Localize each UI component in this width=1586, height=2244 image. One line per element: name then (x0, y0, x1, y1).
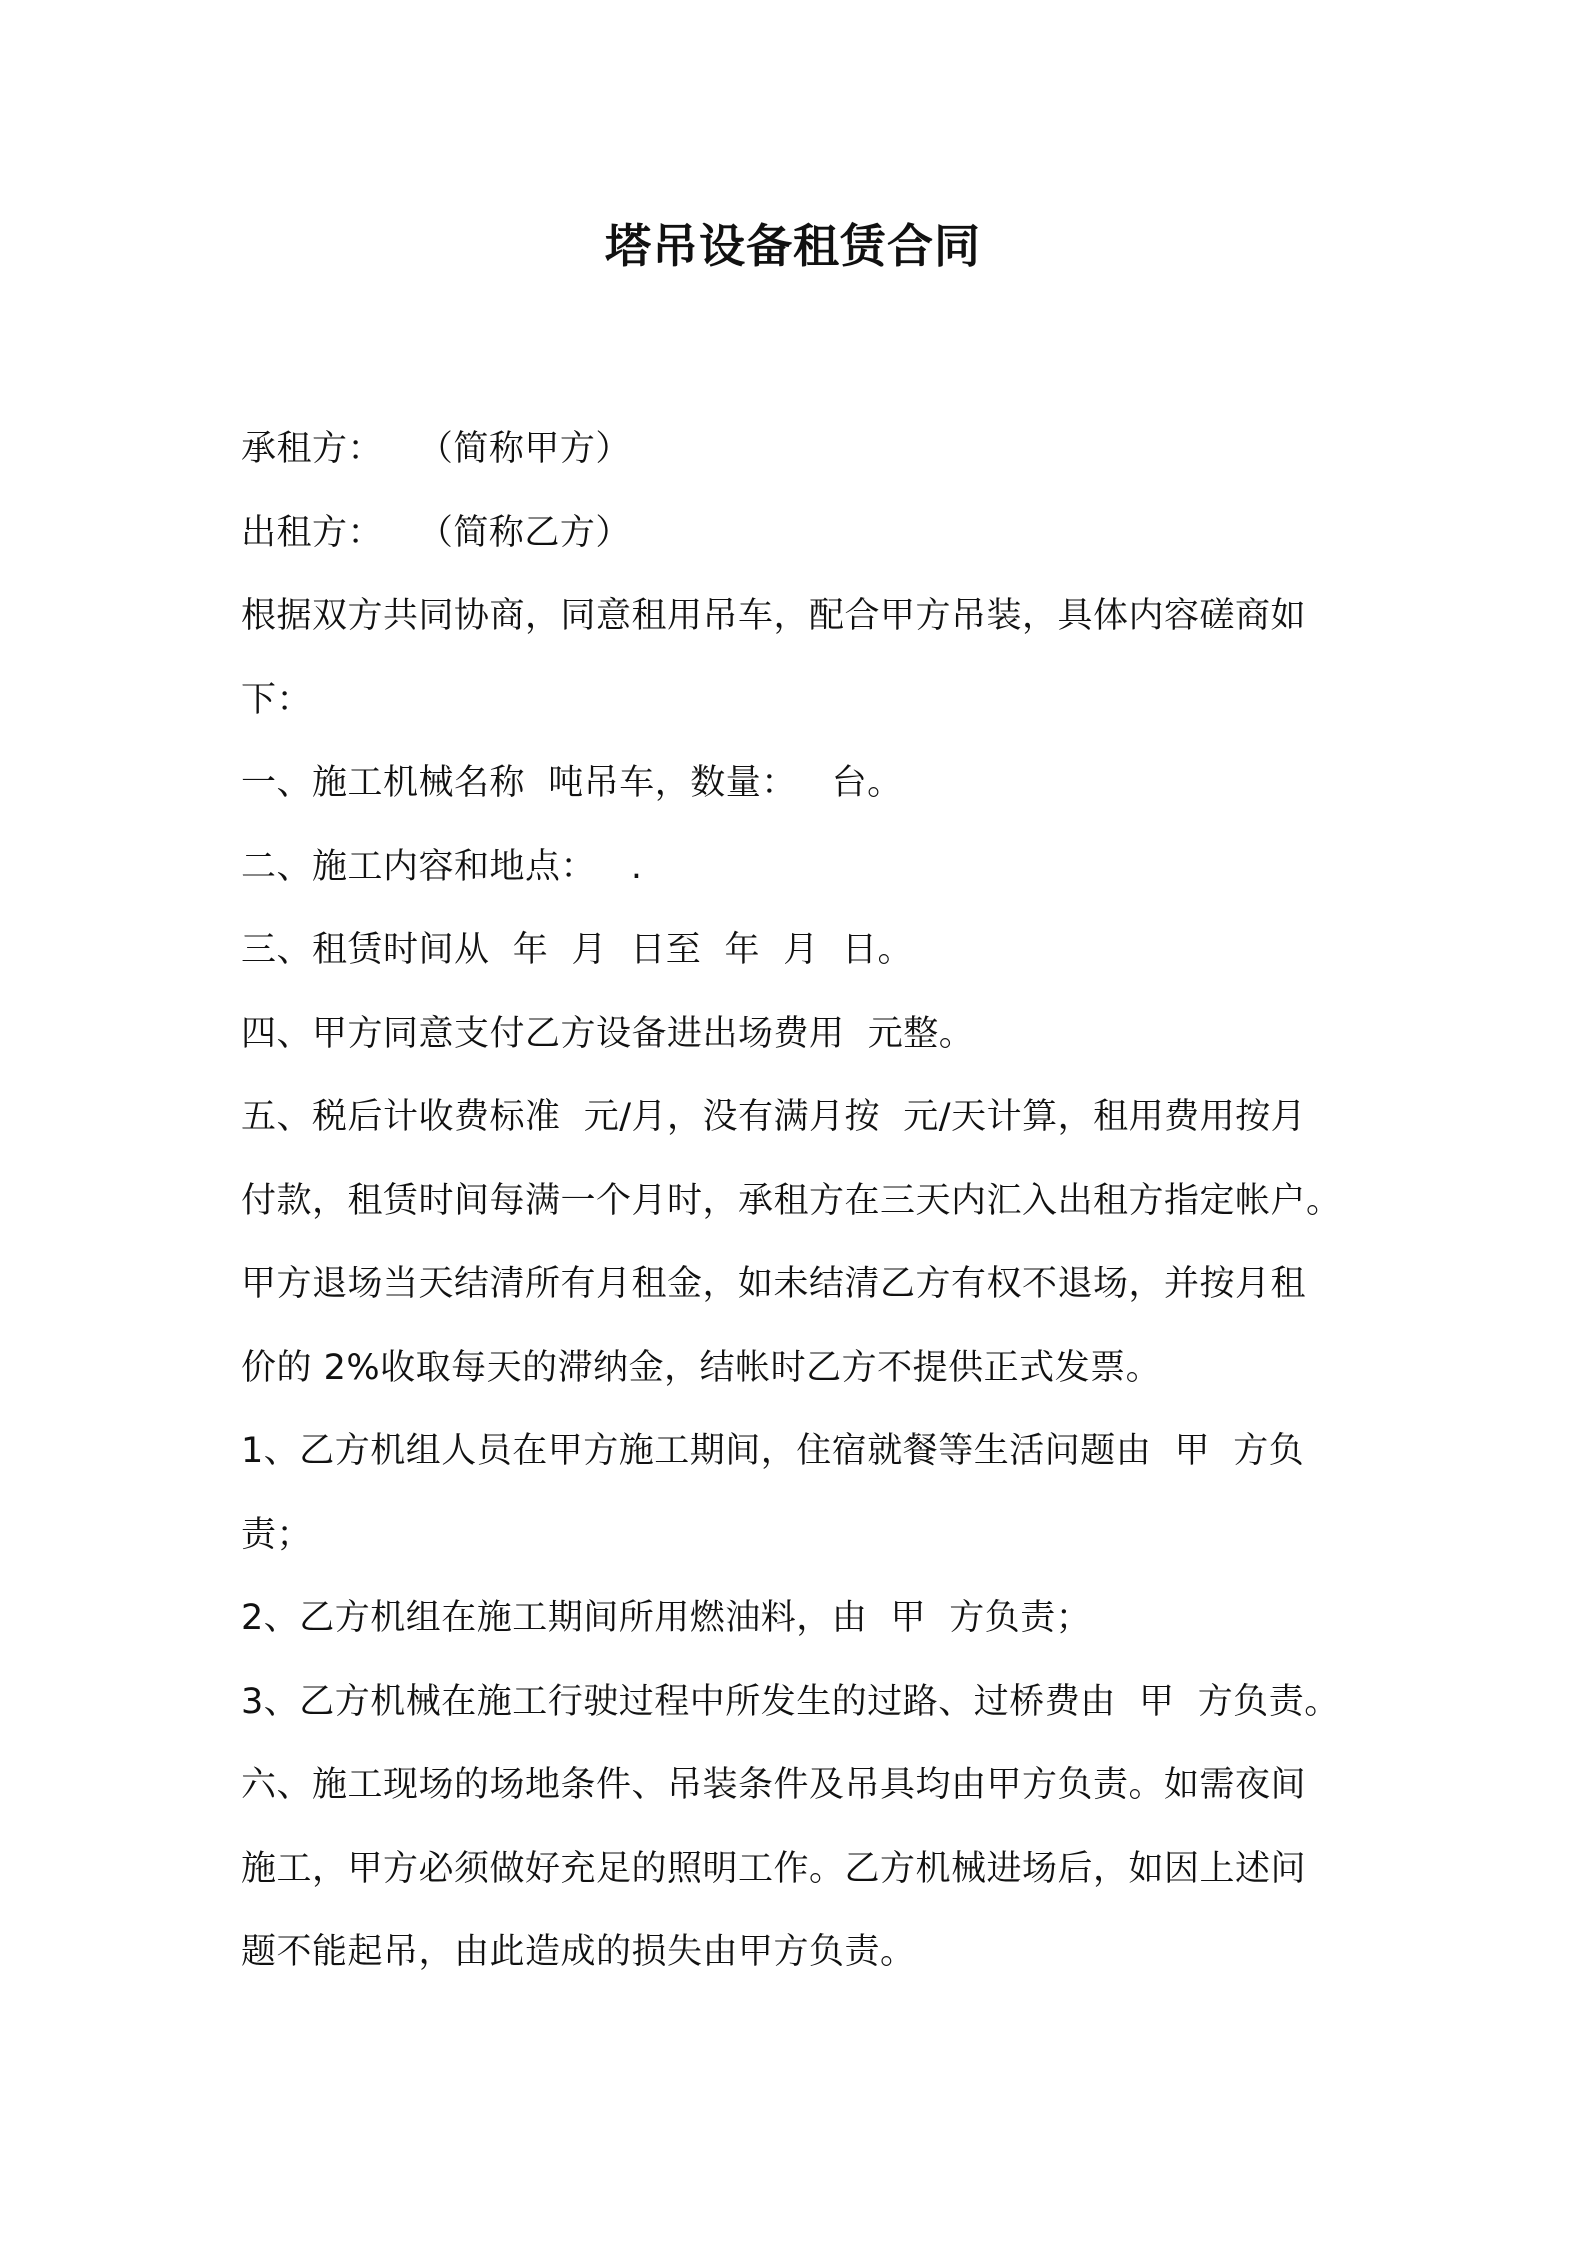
sub-clause-1-cont: 责； (241, 1514, 313, 1555)
clause-3: 三、租赁时间从 年 月 日至 年 月 日。 (241, 930, 914, 970)
clause-6-cont-1: 施工，甲方必须做好充足的照明工作。乙方机械进场后，如因上述问 (241, 1848, 1307, 1889)
clause-6: 六、施工现场的场地条件、吊装条件及吊具均由甲方负责。如需夜间 (241, 1765, 1307, 1805)
clause-2: 二、施工内容和地点： . (241, 846, 643, 887)
clause-1: 一、施工机械名称 吨吊车，数量： 台。 (241, 763, 903, 803)
clause-5: 五、税后计收费标准 元/月，没有满月按 元/天计算，租用费用按月 (241, 1097, 1307, 1137)
lessor-line: 出租方： （简称乙方） (241, 512, 631, 553)
sub-clause-1: 1、乙方机组人员在甲方施工期间，住宿就餐等生活问题由 甲 方负 (241, 1431, 1305, 1471)
document-body (241, 408, 1381, 1995)
intro-line: 根据双方共同协商，同意租用吊车，配合甲方吊装，具体内容磋商如 (241, 596, 1307, 636)
sub-clause-3: 3、乙方机械在施工行驶过程中所发生的过路、过桥费由 甲 方负责。 (241, 1681, 1340, 1722)
clause-5-cont-2: 甲方退场当天结清所有月租金，如未结清乙方有权不退场，并按月租 (241, 1264, 1307, 1304)
sub-clause-2: 2、乙方机组在施工期间所用燃油料，由 甲 方负责； (241, 1598, 1092, 1638)
clause-6-cont-2: 题不能起吊，由此造成的损失由甲方负责。 (241, 1932, 916, 1972)
document-title: 塔吊设备租赁合同 (605, 219, 981, 273)
intro-line-cont: 下： (241, 679, 313, 720)
clause-5-cont-1: 付款，租赁时间每满一个月时，承租方在三天内汇入出租方指定帐户。 (241, 1180, 1342, 1221)
clause-5-cont-3: 价的 2%收取每天的滞纳金，结帐时乙方不提供正式发票。 (241, 1347, 1162, 1388)
clause-4: 四、甲方同意支付乙方设备进出场费用 元整。 (241, 1013, 975, 1054)
lessee-line: 承租方： （简称甲方） (241, 429, 631, 469)
